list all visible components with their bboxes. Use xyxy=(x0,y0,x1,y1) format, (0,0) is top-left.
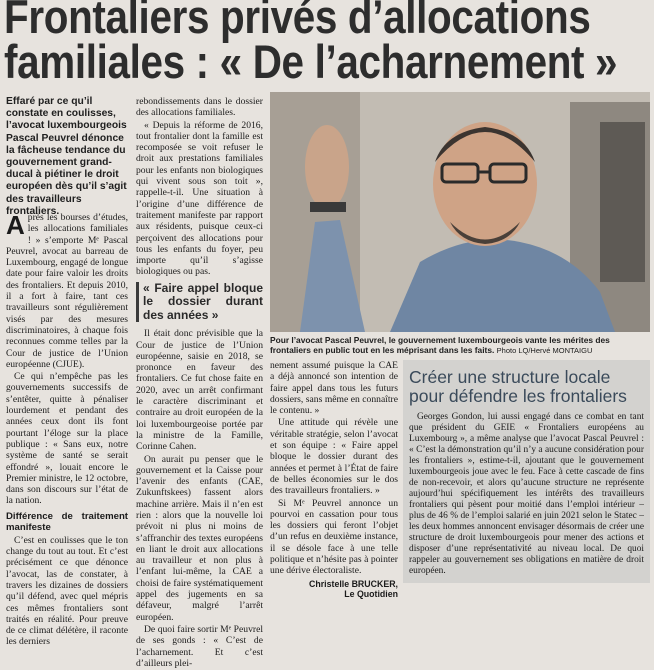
photo-caption xyxy=(270,335,650,356)
column-3-paragraph-2: Une attitude qui révèle une véritable stratégie, selon l’avocat et son équipe : « Faire appel bloque le dossier durant des années et permet à l’État de faire de belles économies sur le dos des travailleurs frontaliers. » xyxy=(270,417,398,497)
drop-cap: A xyxy=(6,210,25,240)
article-lede: Effaré par ce qu’il constate en coulisses, l’avocat luxembourgeois Pascal Peuvrel dénonce la fâcheuse tendance du gouvernement grand-ducal à piétiner le droit européen dès qu’il s’agit des travailleurs frontaliers. xyxy=(6,96,127,217)
column-2-paragraph-4: On aurait pu penser que le gouvernement et la Caisse pour l’avenir des enfants (CAE, Zukunftskees) fassent alors machine arrière. Mais il n’en est rien : alors que la nouvelle loi prévoit ni plus ni moins de s’affranchir des textes européens en liant le droit aux allocations au travailleur et non plus à l’enfant lui-même, la CAE a choisi de faire systématiquement appel des jugements en sa défaveur, malgré l’arrêt européen. xyxy=(136,453,263,623)
article-column-3 xyxy=(270,360,398,599)
photo-caption-text: Pour l’avocat Pascal Peuvrel, le gouvernement luxembourgeois vante les mérites des frontaliers en public tout en les méprisant dans les faits. xyxy=(270,335,610,355)
column-2-paragraph-2: « Depuis la réforme de 2016, tout frontalier dont la famille est recomposée se voit refuser le droit aux prestations familiales pour les enfants non biologiques qui vivent sous son toit », rappelle-t-il. Une situation à l’origine d’une différence de traitement manifeste par rapport aux résidents, puisque ceux-ci perçoivent des allocations pour tous les enfants du foyer, peu importe qu’il s’agisse biologiques ou pas. xyxy=(136,119,263,278)
column-3-paragraph-1: nement assumé puisque la CAE a déjà annoncé son intention de faire appel dans tous les futurs dossiers, sans même en connaître le contenu. » xyxy=(270,360,398,417)
headline-line-1: Frontaliers privés d’allocations xyxy=(4,0,591,43)
photo-credit: Photo LQ/Hervé MONTAIGU xyxy=(496,346,593,355)
column-3-paragraph-3: Si Mᵉ Peuvrel annonce un pourvoi en cassation pour tous les dossiers qui feront l’objet d’un refus en deuxième instance, il se désole face à une telle politique et n’hésite pas à pointer une dérive électoraliste. xyxy=(270,497,398,577)
column-1-paragraph-2: Ce qui n’empêche pas les gouvernements successifs de s’entêter, quitte à pénaliser lourdement et pendant des années ceux dont ils font pourtant l’éloge sur la place publique : « Sans eux, notre système de santé se serait effondré », louait encore le Premier ministre, le 12 octobre, dans son discours sur l’état de la nation. xyxy=(6,371,128,507)
column-2-paragraph-3: Il était donc prévisible que la Cour de justice de l’Union européenne, saisie en 2018, se prononce en faveur des frontaliers. Ce fut chose faite en 2020, avec un arrêt confirmant le caractère discriminant et contraire au droit européen de la loi luxembourgeoise portée par la ministre de la Famille, Corinne Cahen. xyxy=(136,328,263,453)
article-column-1 xyxy=(6,212,128,649)
column-1-paragraph-3: C’est en coulisses que le ton change du tout au tout. Et c’est précisément ce que dénonce l’avocat, las de constater, à travers les dizaines de dossiers qu’il défend, avec quel mépris ces mêmes frontaliers sont traités en réalité. Pour preuve de ce climat délétère, il raconte les derniers xyxy=(6,534,128,648)
article-subhead: Différence de traitement manifeste xyxy=(6,510,128,533)
headline xyxy=(4,0,618,88)
outlet-name: Le Quotidien xyxy=(344,588,398,599)
sidebar-paragraph: Georges Gondon, lui aussi engagé dans ce combat en tant que président du GEIE « Frontaliers européens au Luxembourg », a même analyse que l’avocat Pascal Peuvrel : « C’est la démonstration qu’il n’y a aucune considération pour les frontaliers », estime-t-il, ajoutant que le gouvernement luxembourgeois joue avec le feu. Face à cette cascade de fins de non-recevoir, et alors qu’aucune structure ne représente aujourd’hui spécifiquement les intérêts des travailleurs frontaliers qui pèsent pour moitié dans l’emploi intérieur – plus de 46 % de l’emploi salarié en juin 2021 selon le Statec – les deux hommes annoncent envisager désormais de créer une structure de droit luxembourgeois pour mener des actions et disposer d’une représentativité au niveau local. De quoi rappeler au gouvernement ses obligations en matière de droit européen. xyxy=(409,412,644,576)
lawyer-photo xyxy=(270,92,650,332)
author-signature xyxy=(270,579,398,599)
lawyer-photo-illustration xyxy=(270,92,650,332)
sidebar-box xyxy=(403,360,650,583)
pull-quote: « Faire appel bloque le dossier durant des années » xyxy=(136,282,263,323)
column-2-paragraph-5: De quoi faire sortir Mᵉ Peuvrel de ses gonds : « C’est de l’acharnement. Et c’est d’ailleurs plei- xyxy=(136,623,263,669)
headline-line-2: familiales : « De l’acharnement » xyxy=(4,35,618,88)
author-name: Christelle BRUCKER, xyxy=(309,578,398,589)
sidebar-title: Créer une structure locale pour défendre les frontaliers xyxy=(409,367,627,406)
column-2-paragraph-1: rebondissements dans le dossier des allocations familiales. xyxy=(136,96,263,119)
article-column-2 xyxy=(136,96,263,670)
column-1-paragraph-1: Après les bourses d’études, les allocations familiales ! » s’emporte Mᵉ Pascal Peuvrel, avocat au barreau de Luxembourg, engagé de longue date pour faire valoir les droits des frontaliers. Et depuis 2010, il a fort à faire, tant ces travailleurs sont régulièrement visés par des mesures discriminatoires, à chaque fois reconnues comme telles par la Cour de justice de l’Union européenne (CJUE). xyxy=(6,210,128,370)
sidebar-body xyxy=(403,408,650,577)
